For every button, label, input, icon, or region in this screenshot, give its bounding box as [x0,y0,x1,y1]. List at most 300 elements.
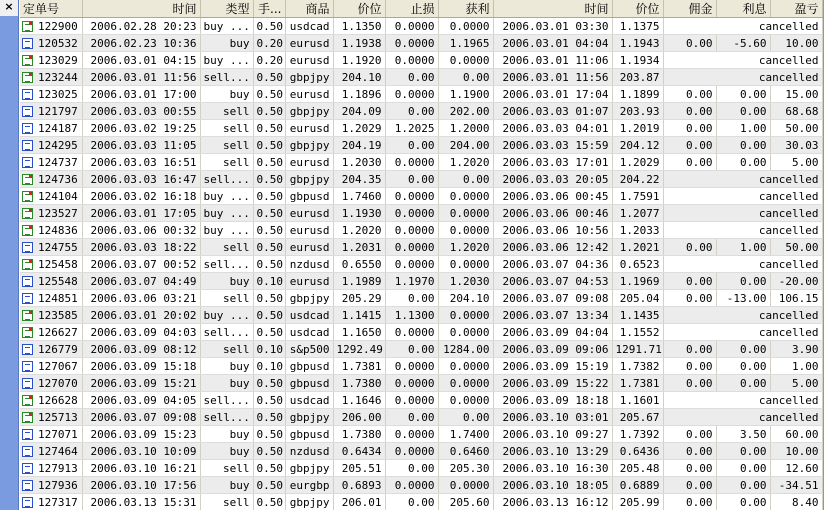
cell-open-price: 1.1415 [333,307,385,324]
order-icon [22,293,33,304]
cell-profit: 1.00 [770,358,822,375]
cell-type: sell [200,137,253,154]
order-number: 124851 [38,291,78,305]
cell-lots: 0.50 [253,205,285,222]
cell-symbol: eurusd [285,86,333,103]
cell-type: sell [200,103,253,120]
cell-type: buy [200,375,253,392]
cell-take-profit: 0.0000 [438,222,493,239]
cell-open-time: 2006.03.03 16:47 [82,171,200,188]
cell-type: buy [200,477,253,494]
cell-take-profit: 1.2020 [438,239,493,256]
cell-commission: 0.00 [663,375,716,392]
order-number: 123029 [38,53,78,67]
column-header-open-price[interactable]: 价位 [333,0,385,18]
cell-close-time: 2006.03.03 04:01 [493,120,612,137]
table-row[interactable] [20,290,822,307]
order-number: 124736 [38,172,78,186]
cell-stop-loss: 1.1300 [385,307,438,324]
cell-type: buy [200,273,253,290]
order-number: 124187 [38,121,78,135]
cell-profit: 12.60 [770,460,822,477]
cell-stop-loss: 0.00 [385,460,438,477]
status-cancelled: cancelled [663,18,822,35]
cell-order [20,171,82,188]
cell-order [20,154,82,171]
cell-swap: 0.00 [716,341,770,358]
cell-symbol: usdcad [285,392,333,409]
cell-profit: 30.03 [770,137,822,154]
order-number: 123025 [38,87,78,101]
close-icon[interactable]: × [0,0,18,16]
cell-order [20,35,82,52]
cell-close-price: 1.1552 [612,324,663,341]
column-header-type[interactable]: 类型 [200,0,253,18]
column-header-open-time[interactable]: 时间 [82,0,200,18]
cell-type: sell... [200,324,253,341]
cell-symbol: gbpjpy [285,137,333,154]
cell-stop-loss: 1.1970 [385,273,438,290]
cell-order [20,307,82,324]
order-icon [22,446,33,457]
cell-profit: 50.00 [770,120,822,137]
cell-close-time: 2006.03.09 15:19 [493,358,612,375]
cell-swap: -5.60 [716,35,770,52]
order-icon [22,497,33,508]
cell-stop-loss: 0.0000 [385,188,438,205]
cell-open-time: 2006.03.01 04:15 [82,52,200,69]
cell-open-time: 2006.03.10 17:56 [82,477,200,494]
cell-symbol: eurusd [285,205,333,222]
table-row[interactable] [20,375,822,392]
cell-open-time: 2006.03.09 15:23 [82,426,200,443]
table-row[interactable] [20,307,822,324]
cell-open-time: 2006.03.01 17:00 [82,86,200,103]
cell-open-price: 1.1938 [333,35,385,52]
table-row[interactable] [20,239,822,256]
cell-symbol: eurusd [285,222,333,239]
cell-stop-loss: 0.00 [385,341,438,358]
cell-close-price: 1.7381 [612,375,663,392]
table-row[interactable] [20,103,822,120]
cell-close-price: 1.7591 [612,188,663,205]
cell-symbol: usdcad [285,324,333,341]
cell-stop-loss: 0.00 [385,137,438,154]
pending-order-icon [22,21,33,32]
cell-order [20,443,82,460]
cell-close-price: 204.12 [612,137,663,154]
cell-type: sell [200,341,253,358]
table-row[interactable] [20,154,822,171]
cell-type: sell... [200,409,253,426]
cell-close-time: 2006.03.10 03:01 [493,409,612,426]
cell-commission: 0.00 [663,137,716,154]
cell-open-time: 2006.03.07 04:49 [82,273,200,290]
order-number: 127464 [38,444,78,458]
status-cancelled: cancelled [663,52,822,69]
cell-stop-loss: 0.00 [385,409,438,426]
cell-open-time: 2006.03.06 03:21 [82,290,200,307]
cell-close-price: 1.2033 [612,222,663,239]
cell-close-price: 205.99 [612,494,663,510]
order-number: 125458 [38,257,78,271]
table-row[interactable] [20,460,822,477]
cell-lots: 0.50 [253,443,285,460]
order-number: 120532 [38,36,78,50]
cell-close-price: 1.7382 [612,358,663,375]
cell-open-time: 2006.03.09 15:18 [82,358,200,375]
cell-open-price: 0.6550 [333,256,385,273]
table-row[interactable] [20,171,822,188]
cell-profit: 3.90 [770,341,822,358]
cell-type: sell... [200,392,253,409]
cell-open-time: 2006.03.02 16:18 [82,188,200,205]
cell-lots: 0.20 [253,52,285,69]
cell-close-time: 2006.03.03 01:07 [493,103,612,120]
cell-order [20,103,82,120]
pending-order-icon [22,208,33,219]
cell-stop-loss: 0.0000 [385,154,438,171]
column-header-stop-loss[interactable]: 止损 [385,0,438,18]
order-number: 127070 [38,376,78,390]
cell-close-time: 2006.03.01 11:56 [493,69,612,86]
cell-type: buy ... [200,222,253,239]
table-row[interactable] [20,18,822,35]
cell-order [20,477,82,494]
cell-order [20,460,82,477]
column-header-take-profit[interactable]: 获利 [438,0,493,18]
order-number: 126628 [38,393,78,407]
order-number: 127071 [38,427,78,441]
cell-profit: 15.00 [770,86,822,103]
table-row[interactable] [20,273,822,290]
cell-symbol: gbpjpy [285,409,333,426]
cell-symbol: gbpjpy [285,103,333,120]
order-number: 127913 [38,461,78,475]
column-header-profit[interactable]: 盈亏 [770,0,822,18]
cell-profit: 50.00 [770,239,822,256]
table-row[interactable] [20,392,822,409]
cell-order [20,188,82,205]
pending-order-icon [22,310,33,321]
table-row[interactable] [20,409,822,426]
cell-open-price: 204.35 [333,171,385,188]
cell-order [20,358,82,375]
cell-lots: 0.50 [253,69,285,86]
cell-swap: 1.00 [716,120,770,137]
cell-profit: 68.68 [770,103,822,120]
cell-open-time: 2006.02.28 20:23 [82,18,200,35]
cell-order [20,290,82,307]
cell-close-price: 1.1601 [612,392,663,409]
cell-close-price: 0.6436 [612,443,663,460]
pending-order-icon [22,191,33,202]
cell-symbol: usdcad [285,307,333,324]
cell-open-time: 2006.03.07 00:52 [82,256,200,273]
cell-open-time: 2006.03.09 04:03 [82,324,200,341]
cell-order [20,239,82,256]
order-icon [22,106,33,117]
table-row[interactable] [20,188,822,205]
cell-take-profit: 0.0000 [438,375,493,392]
table-row[interactable] [20,137,822,154]
cell-lots: 0.50 [253,375,285,392]
cell-close-time: 2006.03.01 03:30 [493,18,612,35]
cell-lots: 0.50 [253,120,285,137]
cell-stop-loss: 1.2025 [385,120,438,137]
cell-order [20,18,82,35]
cell-close-time: 2006.03.03 20:05 [493,171,612,188]
cell-close-time: 2006.03.06 12:42 [493,239,612,256]
cell-take-profit: 0.0000 [438,188,493,205]
cell-order [20,137,82,154]
cell-swap: 0.00 [716,86,770,103]
table-row[interactable] [20,205,822,222]
cell-type: sell [200,460,253,477]
table-row[interactable] [20,86,822,103]
cell-take-profit: 0.0000 [438,18,493,35]
pending-order-icon [22,225,33,236]
cell-close-time: 2006.03.06 00:46 [493,205,612,222]
cell-type: buy ... [200,52,253,69]
cell-open-price: 1.1650 [333,324,385,341]
table-row[interactable] [20,69,822,86]
cell-commission: 0.00 [663,426,716,443]
cell-close-time: 2006.03.10 16:30 [493,460,612,477]
cell-lots: 0.50 [253,426,285,443]
cell-close-price: 204.22 [612,171,663,188]
cell-stop-loss: 0.0000 [385,52,438,69]
cell-type: buy [200,35,253,52]
cell-commission: 0.00 [663,460,716,477]
cell-take-profit: 205.60 [438,494,493,510]
cell-swap: -13.00 [716,290,770,307]
cell-order [20,494,82,510]
cell-commission: 0.00 [663,239,716,256]
column-header-order[interactable]: 定单号 [20,0,82,18]
cell-open-price: 1.7380 [333,426,385,443]
table-row[interactable] [20,324,822,341]
cell-open-price: 1.1646 [333,392,385,409]
cell-lots: 0.50 [253,256,285,273]
cell-swap: 0.00 [716,375,770,392]
cell-profit: 106.15 [770,290,822,307]
cell-lots: 0.50 [253,171,285,188]
order-icon [22,463,33,474]
cell-type: buy ... [200,307,253,324]
cell-swap: 0.00 [716,137,770,154]
cell-type: buy ... [200,188,253,205]
account-history-table [20,0,824,510]
cell-take-profit: 202.00 [438,103,493,120]
cell-swap: 0.00 [716,460,770,477]
cell-open-price: 205.29 [333,290,385,307]
cell-open-time: 2006.02.23 10:36 [82,35,200,52]
cell-commission: 0.00 [663,477,716,494]
cell-close-time: 2006.03.09 04:04 [493,324,612,341]
cell-open-price: 1.1989 [333,273,385,290]
cell-close-price: 1291.71 [612,341,663,358]
cell-profit: -20.00 [770,273,822,290]
pending-order-icon [22,55,33,66]
cell-stop-loss: 0.00 [385,103,438,120]
cell-order [20,205,82,222]
cell-profit: 10.00 [770,443,822,460]
cell-take-profit: 0.00 [438,69,493,86]
order-icon [22,344,33,355]
cell-open-time: 2006.03.01 17:05 [82,205,200,222]
cell-open-time: 2006.03.01 20:02 [82,307,200,324]
cell-type: buy [200,426,253,443]
cell-close-time: 2006.03.10 18:05 [493,477,612,494]
order-number: 127936 [38,478,78,492]
cell-open-price: 1.7381 [333,358,385,375]
cell-take-profit: 0.0000 [438,477,493,494]
cell-close-price: 1.1969 [612,273,663,290]
cell-stop-loss: 0.0000 [385,18,438,35]
cell-symbol: eurusd [285,239,333,256]
table-row[interactable] [20,358,822,375]
cell-close-time: 2006.03.01 04:04 [493,35,612,52]
order-icon [22,242,33,253]
cell-symbol: gbpusd [285,426,333,443]
cell-swap: 0.00 [716,477,770,494]
cell-close-price: 1.1943 [612,35,663,52]
cell-order [20,409,82,426]
column-header-close-price[interactable]: 价位 [612,0,663,18]
order-icon [22,123,33,134]
cell-open-price: 1.7460 [333,188,385,205]
cell-symbol: gbpusd [285,375,333,392]
pending-order-icon [22,259,33,270]
cell-order [20,120,82,137]
pending-order-icon [22,72,33,83]
cell-open-time: 2006.03.13 15:31 [82,494,200,510]
cell-lots: 0.50 [253,137,285,154]
status-cancelled: cancelled [663,392,822,409]
cell-order [20,375,82,392]
cell-take-profit: 205.30 [438,460,493,477]
cell-open-price: 205.51 [333,460,385,477]
cell-close-price: 1.2021 [612,239,663,256]
cell-stop-loss: 0.0000 [385,443,438,460]
cell-open-price: 0.6893 [333,477,385,494]
cell-type: buy ... [200,18,253,35]
status-cancelled: cancelled [663,205,822,222]
cell-symbol: eurusd [285,35,333,52]
cell-order [20,52,82,69]
cell-take-profit: 0.00 [438,171,493,188]
pending-order-icon [22,174,33,185]
cell-take-profit: 1.1900 [438,86,493,103]
cell-open-price: 1.1350 [333,18,385,35]
cell-close-price: 1.2077 [612,205,663,222]
table-row[interactable] [20,443,822,460]
cell-open-price: 1.1920 [333,52,385,69]
table-row[interactable] [20,52,822,69]
cell-close-time: 2006.03.09 09:06 [493,341,612,358]
column-header-close-time[interactable]: 时间 [493,0,612,18]
table-row[interactable] [20,222,822,239]
column-header-lots[interactable]: 手... [253,0,285,18]
cell-symbol: eurusd [285,273,333,290]
cell-stop-loss: 0.0000 [385,239,438,256]
cell-lots: 0.10 [253,358,285,375]
cell-take-profit: 1284.00 [438,341,493,358]
cell-open-time: 2006.03.06 00:32 [82,222,200,239]
cell-stop-loss: 0.0000 [385,205,438,222]
status-cancelled: cancelled [663,69,822,86]
cell-close-price: 203.87 [612,69,663,86]
cell-symbol: gbpjpy [285,494,333,510]
cell-order [20,341,82,358]
cell-open-price: 1.2020 [333,222,385,239]
cell-lots: 0.50 [253,494,285,510]
column-header-swap[interactable]: 利息 [716,0,770,18]
cell-commission: 0.00 [663,494,716,510]
cell-profit: 8.40 [770,494,822,510]
cell-order [20,392,82,409]
column-header-commission[interactable]: 佣金 [663,0,716,18]
cell-type: sell... [200,171,253,188]
cell-type: buy [200,86,253,103]
order-number: 126779 [38,342,78,356]
cell-lots: 0.20 [253,35,285,52]
cell-profit: 60.00 [770,426,822,443]
cell-close-price: 0.6523 [612,256,663,273]
cell-open-price: 206.00 [333,409,385,426]
cell-type: sell... [200,69,253,86]
cell-stop-loss: 0.0000 [385,256,438,273]
table-row[interactable] [20,35,822,52]
cell-close-price: 203.93 [612,103,663,120]
order-number: 124295 [38,138,78,152]
order-icon [22,38,33,49]
cell-lots: 0.50 [253,103,285,120]
cell-open-price: 1.2031 [333,239,385,256]
cell-symbol: usdcad [285,18,333,35]
cell-take-profit: 1.7400 [438,426,493,443]
status-cancelled: cancelled [663,307,822,324]
cell-profit: 5.00 [770,375,822,392]
cell-symbol: eurusd [285,120,333,137]
cell-close-price: 1.1375 [612,18,663,35]
order-icon [22,378,33,389]
cell-open-time: 2006.03.02 19:25 [82,120,200,137]
cell-take-profit: 0.0000 [438,324,493,341]
cell-close-price: 1.2019 [612,120,663,137]
cell-order [20,324,82,341]
terminal-side-panel [0,0,19,510]
cell-lots: 0.10 [253,341,285,358]
table-row[interactable] [20,426,822,443]
table-header [20,0,822,18]
table-row[interactable] [20,341,822,358]
table-row[interactable] [20,256,822,273]
table-row[interactable] [20,477,822,494]
table-row[interactable] [20,120,822,137]
cell-commission: 0.00 [663,273,716,290]
cell-close-price: 1.1934 [612,52,663,69]
cell-lots: 0.50 [253,290,285,307]
cell-take-profit: 1.2020 [438,154,493,171]
column-header-symbol[interactable]: 商品 [285,0,333,18]
table-row[interactable] [20,494,822,510]
cell-symbol: gbpjpy [285,171,333,188]
cell-close-price: 1.1435 [612,307,663,324]
cell-open-time: 2006.03.03 00:55 [82,103,200,120]
status-cancelled: cancelled [663,171,822,188]
